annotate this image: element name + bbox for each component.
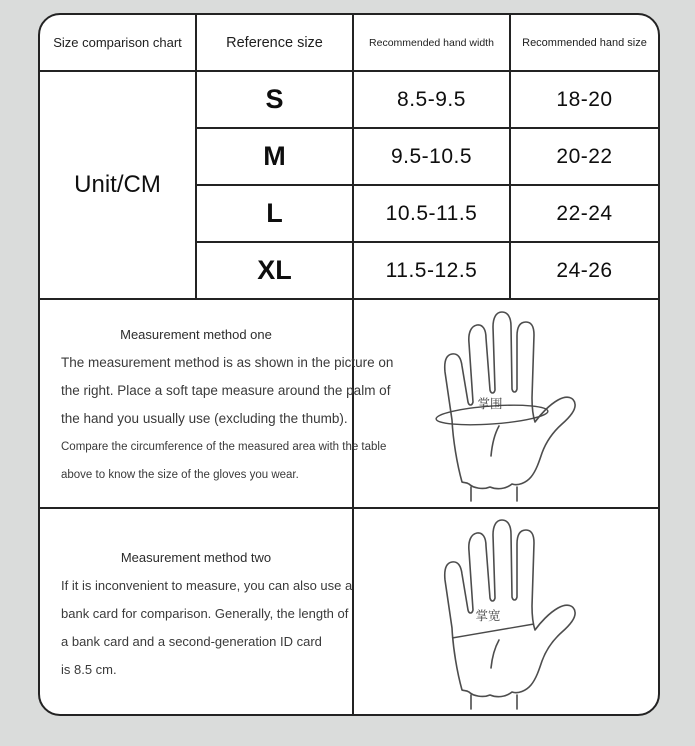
header-cell-hand-size: Recommended hand size — [511, 15, 658, 72]
method-two-body — [40, 572, 352, 684]
size-chart-panel — [38, 13, 660, 716]
method-two-title: Measurement method two — [120, 550, 272, 565]
method-one-title: Measurement method one — [120, 327, 272, 342]
method-one-body — [40, 349, 394, 489]
hand-size-cell-l: 22-24 — [511, 186, 658, 243]
size-cell-l: L — [197, 186, 354, 243]
wrist-lines-icon — [471, 487, 517, 501]
hand-size-cell-xl: 24-26 — [511, 243, 658, 300]
palm-crease-icon — [491, 426, 499, 456]
palm-width-label: 掌宽 — [475, 607, 501, 623]
size-cell-s: S — [197, 72, 354, 129]
method-two-line: If it is inconvenient to measure, you can also use a — [61, 578, 353, 593]
hand-outline-icon — [445, 520, 575, 697]
wrist-lines-icon — [471, 695, 517, 709]
method-one-line: above to know the size of the gloves you wear. — [61, 469, 299, 481]
hand-width-cell-s: 8.5-9.5 — [354, 72, 511, 129]
method-one-line: the hand you usually use (excluding the thumb). — [61, 411, 348, 426]
hand-width-cell-m: 9.5-10.5 — [354, 129, 511, 186]
header-cell-chart-title: Size comparison chart — [40, 15, 197, 72]
hand-size-cell-s: 18-20 — [511, 72, 658, 129]
header-cell-hand-width: Recommended hand width — [354, 15, 511, 72]
hand-palm-circumference-illustration — [414, 306, 614, 502]
header-cell-reference-size: Reference size — [197, 15, 354, 72]
palm-circumference-label: 掌围 — [477, 395, 503, 411]
method-one-hand-section — [354, 300, 658, 509]
method-two-text-section — [40, 509, 354, 714]
size-cell-m: M — [197, 129, 354, 186]
method-two-line: is 8.5 cm. — [61, 662, 117, 677]
unit-cell: Unit/CM — [40, 72, 197, 300]
method-two-line: bank card for comparison. Generally, the length of — [61, 606, 349, 621]
palm-width-line-icon — [452, 624, 534, 638]
size-chart-grid — [40, 15, 658, 714]
method-one-line: the right. Place a soft tape measure around the palm of — [61, 383, 391, 398]
hand-outline-icon — [445, 312, 575, 489]
method-one-line: Compare the circumference of the measured area with the table — [61, 441, 387, 453]
hand-size-cell-m: 20-22 — [511, 129, 658, 186]
hand-width-cell-xl: 11.5-12.5 — [354, 243, 511, 300]
hand-palm-width-illustration — [414, 514, 614, 710]
method-one-line: The measurement method is as shown in the picture on — [61, 355, 394, 370]
palm-crease-icon — [491, 640, 499, 668]
hand-width-cell-l: 10.5-11.5 — [354, 186, 511, 243]
size-cell-xl: XL — [197, 243, 354, 300]
method-one-text-section — [40, 300, 394, 509]
method-two-hand-section — [354, 509, 658, 714]
method-two-line: a bank card and a second-generation ID card — [61, 634, 322, 649]
